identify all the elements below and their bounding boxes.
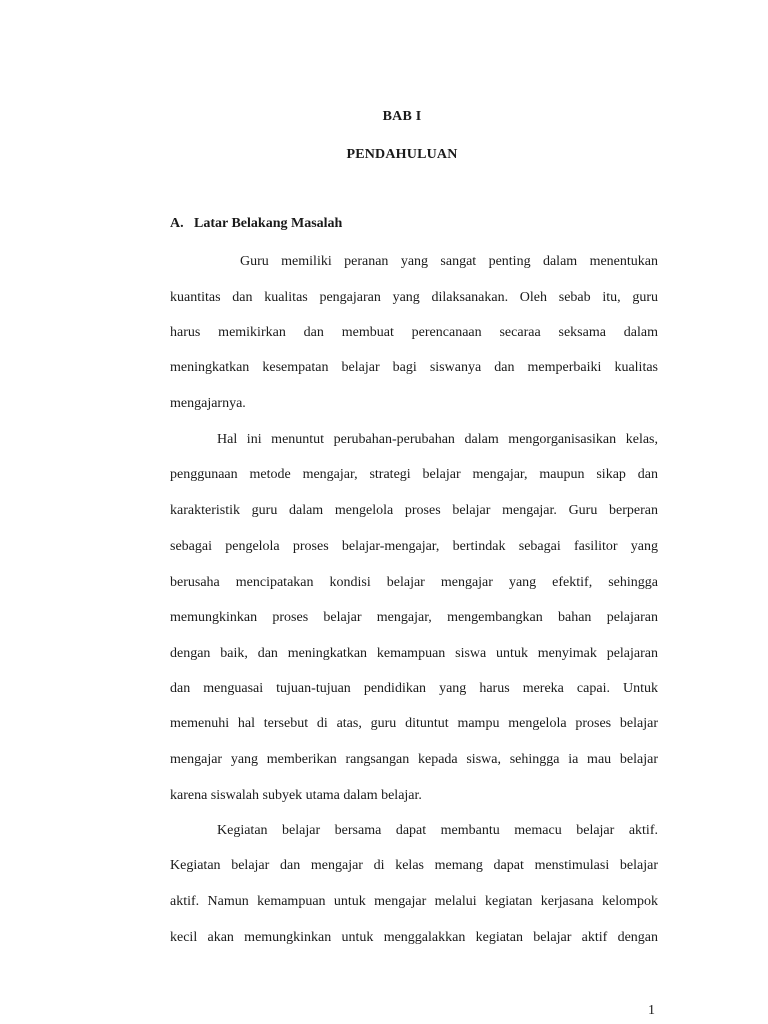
- section-heading: [170, 216, 342, 232]
- chapter-number: BAB I: [382, 109, 422, 124]
- paragraph-line: dengan baik, dan meningkatkan kemampuan siswa untuk menyimak pelajaran: [170, 646, 658, 661]
- paragraph-line: Guru memiliki peranan yang sangat penting dalam menentukan: [240, 254, 658, 269]
- paragraph-line: karena siswalah subyek utama dalam belajar.: [170, 788, 422, 803]
- paragraph-line: memungkinkan proses belajar mengajar, mengembangkan bahan pelajaran: [170, 610, 658, 625]
- paragraph-line: dan menguasai tujuan-tujuan pendidikan yang harus mereka capai. Untuk: [170, 681, 658, 696]
- chapter-title: PENDAHULUAN: [346, 147, 458, 162]
- paragraph-line: sebagai pengelola proses belajar-mengajar, bertindak sebagai fasilitor yang: [170, 539, 658, 554]
- paragraph-line: harus memikirkan dan membuat perencanaan secaraa seksama dalam: [170, 325, 658, 340]
- section-number: A.: [170, 216, 184, 231]
- page-number: 1: [648, 1003, 655, 1018]
- paragraph-line: mengajarnya.: [170, 396, 246, 411]
- paragraph-line: karakteristik guru dalam mengelola proses belajar mengajar. Guru berperan: [170, 503, 658, 518]
- paragraph-line: berusaha mencipatakan kondisi belajar mengajar yang efektif, sehingga: [170, 575, 658, 590]
- paragraph-line: penggunaan metode mengajar, strategi belajar mengajar, maupun sikap dan: [170, 467, 658, 482]
- paragraph-line: Kegiatan belajar bersama dapat membantu memacu belajar aktif.: [217, 823, 658, 838]
- paragraph-line: Kegiatan belajar dan mengajar di kelas memang dapat menstimulasi belajar: [170, 858, 658, 873]
- paragraph-line: kuantitas dan kualitas pengajaran yang dilaksanakan. Oleh sebab itu, guru: [170, 290, 658, 305]
- paragraph-line: kecil akan memungkinkan untuk menggalakkan kegiatan belajar aktif dengan: [170, 930, 658, 945]
- paragraph-line: Hal ini menuntut perubahan-perubahan dalam mengorganisasikan kelas,: [217, 432, 658, 447]
- section-title: Latar Belakang Masalah: [194, 216, 343, 231]
- paragraph-line: aktif. Namun kemampuan untuk mengajar melalui kegiatan kerjasana kelompok: [170, 894, 658, 909]
- paragraph-line: mengajar yang memberikan rangsangan kepada siswa, sehingga ia mau belajar: [170, 752, 658, 767]
- paragraph-line: meningkatkan kesempatan belajar bagi siswanya dan memperbaiki kualitas: [170, 360, 658, 375]
- paragraph-line: memenuhi hal tersebut di atas, guru dituntut mampu mengelola proses belajar: [170, 716, 658, 731]
